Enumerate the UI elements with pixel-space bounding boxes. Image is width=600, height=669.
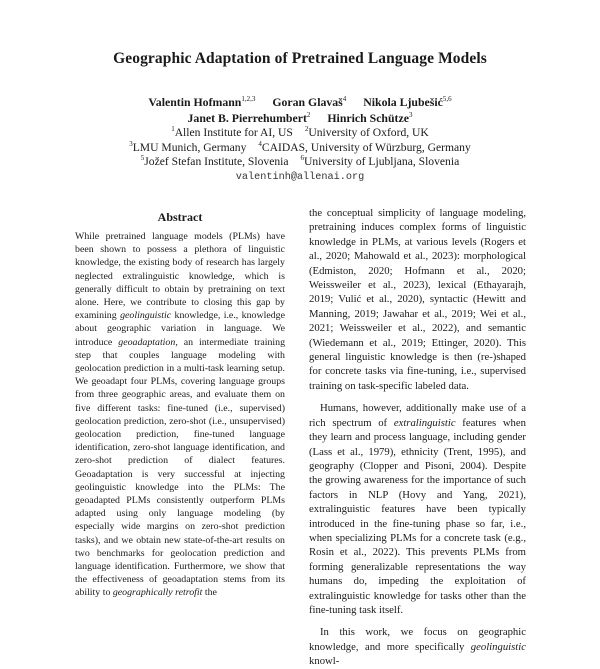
author-row-1 — [0, 94, 600, 110]
affiliation-text: University of Ljubljana, Slovenia — [304, 155, 460, 169]
body-paragraph: Humans, however, additionally make use of a rich spectrum of extralinguistic features when they learn and process language, including gender (Lass et al., 1979), ethnicity (Trent, 1995), and geography (Clopper and Pisoni, 2004). Despite the growing awareness for the importance of such factors in NLP (Hovy and Yang, 2021), extralinguistic features have been typically introduced in the fine-tuning phase so far, i.e., when specializing PLMs for a concrete task (e.g., Rosin et al., 2022). This prevents PLMs from forming generalizable representations the way humans do, impeding the exploitation of extralinguistic knowledge for tasks other than the fine-tuning task itself. — [309, 402, 526, 616]
author-name: Goran Glavaš — [272, 95, 343, 109]
affiliation-text: CAIDAS, University of Würzburg, Germany — [261, 140, 471, 154]
author-sup: 1,2,3 — [241, 95, 256, 103]
author-email: valentinh@allenai.org — [235, 171, 365, 183]
author-sup: 5,6 — [442, 95, 452, 103]
author-sup: 2 — [306, 111, 311, 119]
author-name: Hinrich Schütze — [327, 111, 409, 125]
affiliation-text: Jožef Stefan Institute, Slovenia — [144, 155, 289, 169]
affiliation-text: LMU Munich, Germany — [132, 140, 247, 154]
body-emphasis: extralinguistic — [393, 416, 456, 429]
author-block — [0, 94, 600, 185]
author-sup: 4 — [342, 95, 347, 103]
affiliation-text: University of Oxford, UK — [308, 126, 429, 139]
abstract-emphasis: geoadaptation — [118, 336, 176, 348]
right-column — [309, 206, 526, 669]
body-paragraph: the conceptual simplicity of language modeling, pretraining induces complex forms of linguistic knowledge in PLMs, at various levels (Rogers et al., 2020; Mahowald et al., 2023): morphological (Edmiston, 2020; Hofmann et al., 2020; Weissweiler et al., 2023), lexical (Ethayarajh, 2019; Vulić et al., 2020), syntactic (Hewitt and Manning, 2019; Jawahar et al., 2019; Wei et al., 2021; Weissweiler et al., 2022), and semantic (Wiedemann et al., 2019; Ettinger, 2020). This general linguistic knowledge is then (re-)shaped for concrete tasks via fine-tuning, i.e., supervised training on task-specific labeled data. — [309, 207, 526, 392]
affiliation-sup: 1 — [171, 125, 175, 133]
body-emphasis: geolinguistic — [470, 640, 526, 653]
paper-title: Geographic Adaptation of Pretrained Language Models — [113, 50, 487, 67]
abstract-emphasis: geolinguistic — [120, 310, 172, 322]
affiliation-sup: 5 — [140, 154, 145, 163]
affiliation-sup: 3 — [129, 139, 133, 148]
abstract-heading: Abstract — [157, 210, 203, 224]
affiliation-sup: 4 — [258, 139, 262, 148]
left-column — [75, 210, 285, 600]
affiliation-line-3 — [0, 155, 600, 170]
body-paragraph: In this work, we focus on geographic knowledge, and more specifically geolinguistic knowl- — [309, 626, 526, 668]
affiliation-sup: 2 — [304, 125, 309, 133]
author-name: Nikola Ljubešić — [363, 95, 443, 109]
abstract-emphasis: geographically retrofit — [112, 587, 203, 599]
affiliation-line-1 — [0, 126, 600, 141]
affiliation-sup: 6 — [300, 154, 305, 163]
author-sup: 3 — [408, 111, 413, 119]
affiliation-line-2 — [0, 141, 600, 156]
affiliation-text: Allen Institute for AI, US — [174, 126, 293, 139]
author-name: Valentin Hofmann — [148, 95, 242, 109]
author-name: Janet B. Pierrehumbert — [187, 111, 307, 125]
author-row-2 — [0, 110, 600, 126]
abstract-text: While pretrained language models (PLMs) have been shown to possess a plethora of linguistic knowledge, the existing body of research has largely neglected extralinguistic knowledge, which is generally difficult to obtain by pretraining on text alone. Here, we contribute to closing this gap by examining geolinguistic knowledge, i.e., knowledge about geographic variation in language. We introduce geoadaptation, an intermediate training step that couples language modeling with geolocation prediction in a multi-task learning setup. We geoadapt four PLMs, covering language groups from three geographic areas, and evaluate them on five different tasks: fine-tuned (i.e., supervised) geolocation prediction, zero-shot (i.e., unsupervised) geolocation prediction, fine-tuned language identification, zero-shot language identification, and zero-shot prediction of dialect features. Geoadaptation is very successful at injecting geolinguistic knowledge into the PLMs: The geoadapted PLMs consistently outperform PLMs adapted using only language modeling (by especially wide margins on zero-shot prediction tasks), and we obtain new state-of-the-art results on two benchmarks for geolocation prediction and language identification. Furthermore, we show that the effectiveness of geoadaptation stems from its ability to geographically retrofit the — [75, 231, 286, 599]
